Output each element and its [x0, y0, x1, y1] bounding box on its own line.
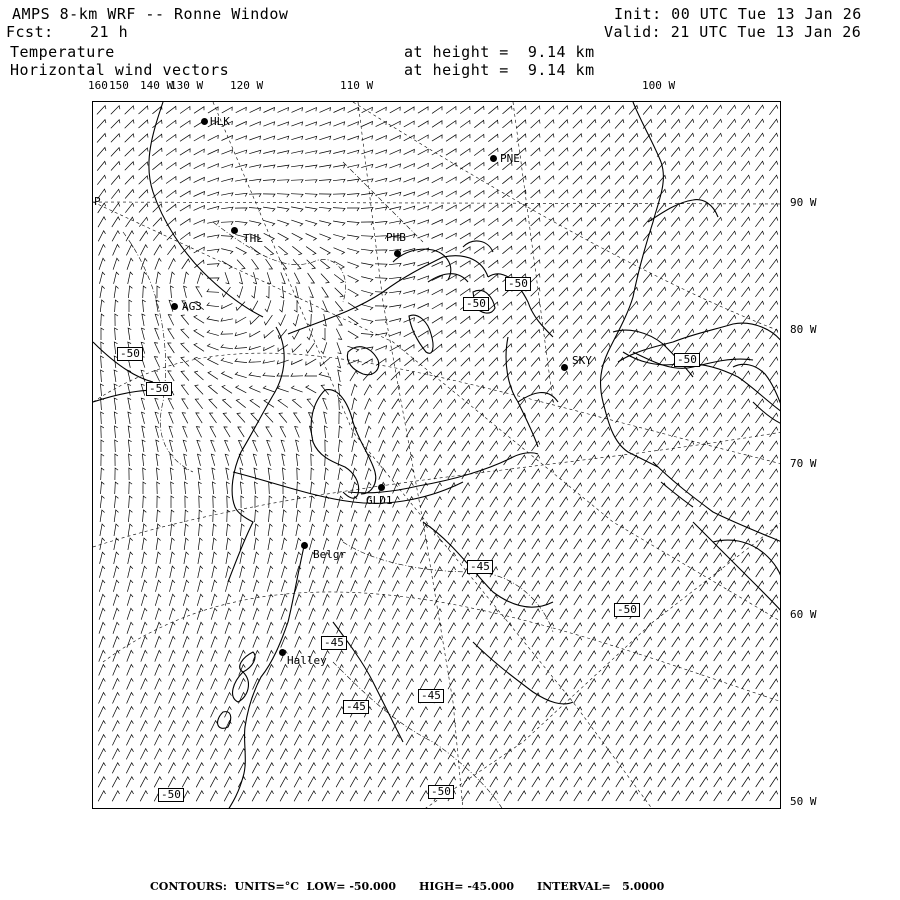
station-dot-ag3 — [171, 303, 178, 310]
contour-label: -50 — [505, 277, 531, 291]
temperature-contours — [93, 102, 753, 742]
station-phb[interactable]: PHB — [386, 231, 406, 244]
station-thl[interactable]: THL — [243, 232, 263, 245]
init-time: Init: 00 UTC Tue 13 Jan 26 — [614, 5, 862, 23]
contour-label: -45 — [321, 636, 347, 650]
station-belgr[interactable]: Belgr — [313, 548, 347, 561]
contour-label: -50 — [117, 347, 143, 361]
lat-label-90: 90 W — [790, 196, 817, 209]
lat-label-50: 50 W — [790, 795, 817, 808]
contour-label: -50 — [158, 788, 184, 802]
contour-label: -45 — [467, 560, 493, 574]
station-dot-thl — [231, 227, 238, 234]
lat-label-70: 70 W — [790, 457, 817, 470]
contour-legend: CONTOURS: UNITS=°C LOW= -50.000 HIGH= -45.000 INTERVAL= 5.0000 — [150, 880, 665, 893]
contour-label: -45 — [418, 689, 444, 703]
station-gld1[interactable]: GLD1 — [366, 494, 393, 507]
field2-name: Horizontal wind vectors — [10, 61, 230, 79]
station-hlk[interactable]: HLK — [210, 115, 230, 128]
station-sky[interactable]: SKY — [572, 354, 592, 367]
station-dot-hlk — [201, 118, 208, 125]
station-dot-pne — [490, 155, 497, 162]
contour-label: -50 — [428, 785, 454, 799]
contour-label: -45 — [343, 700, 369, 714]
lon-label-110w: 110 W — [340, 79, 374, 92]
station-dot-phb — [394, 250, 401, 257]
station-dot-halley — [279, 649, 286, 656]
field1-name: Temperature — [10, 43, 115, 61]
lon-label-140w: 140 W — [140, 79, 174, 92]
boundary-lines — [123, 162, 553, 809]
contour-label: -50 — [463, 297, 489, 311]
valid-time: Valid: 21 UTC Tue 13 Jan 26 — [604, 23, 862, 41]
lat-label-60: 60 W — [790, 608, 817, 621]
lat-label-80: 80 W — [790, 323, 817, 336]
station-ag3[interactable]: AG3 — [182, 300, 202, 313]
field1-height: at height = 9.14 km — [404, 43, 595, 61]
lon-label-130w: 130 W — [170, 79, 204, 92]
contour-label: -50 — [146, 382, 172, 396]
forecast-hours: 21 h — [90, 23, 129, 41]
field2-height: at height = 9.14 km — [404, 61, 595, 79]
station-pne[interactable]: PNE — [500, 152, 520, 165]
contour-label: -50 — [614, 603, 640, 617]
station-halley[interactable]: Halley — [287, 654, 327, 667]
lon-label-120w: 120 W — [230, 79, 264, 92]
lon-label-160: 160 — [88, 79, 108, 92]
lon-label-100w: 100 W — [642, 79, 676, 92]
station-dot-sky — [561, 364, 568, 371]
forecast-label: Fcst: — [6, 23, 54, 41]
contour-label: -50 — [674, 353, 700, 367]
map-title: AMPS 8-km WRF -- Ronne Window — [12, 5, 289, 23]
lon-label-150: 150 — [109, 79, 129, 92]
pole-label: P — [94, 195, 101, 208]
coastline — [218, 102, 781, 809]
station-dot-belgr — [301, 542, 308, 549]
station-dot-gld1 — [378, 484, 385, 491]
